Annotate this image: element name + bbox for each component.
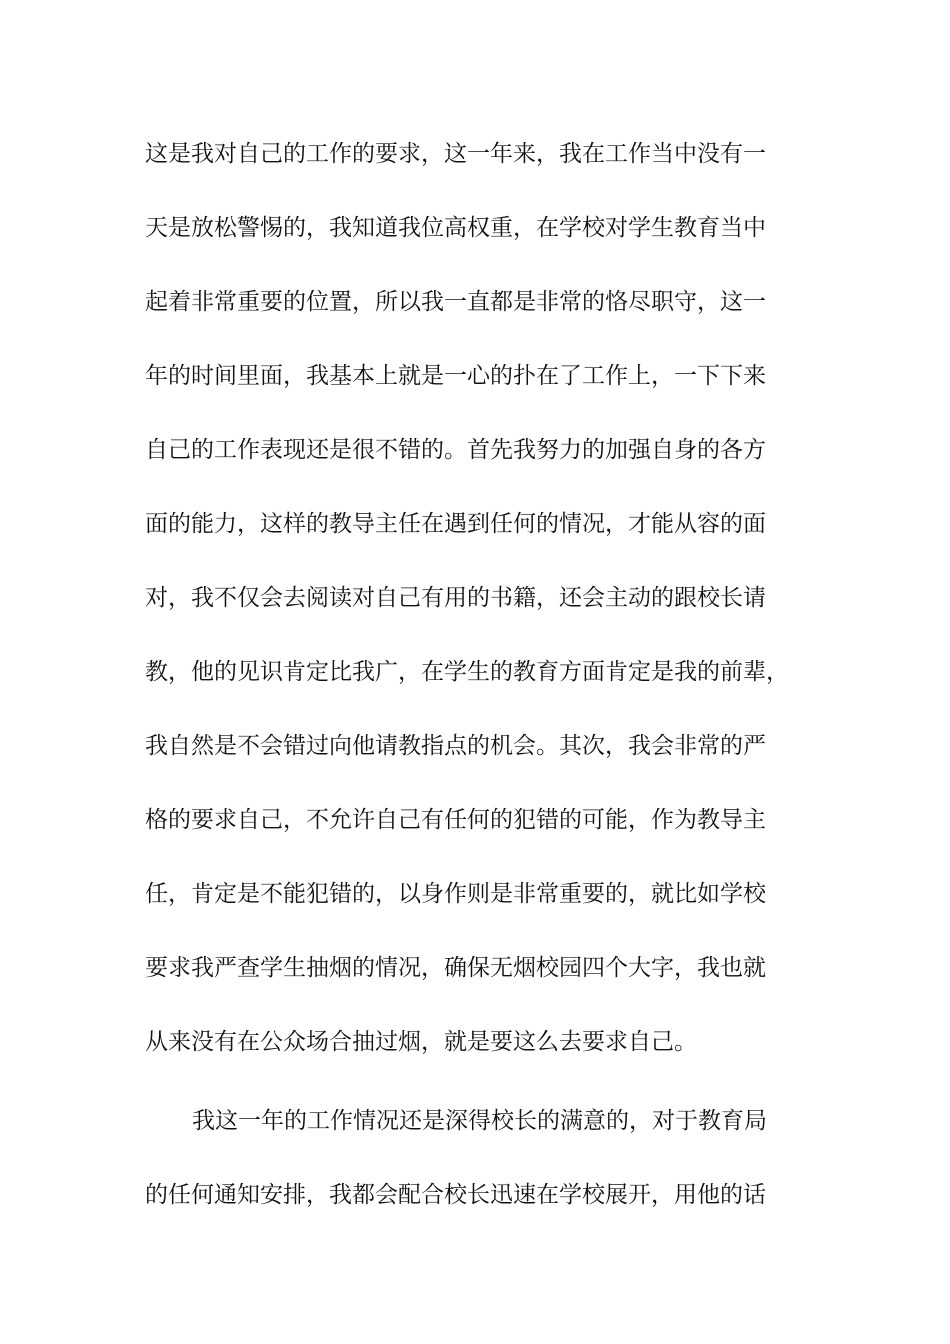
text-line: 起着非常重要的位置，所以我一直都是非常的恪尽职守，这一	[145, 289, 766, 315]
text-line: 要求我严查学生抽烟的情况，确保无烟校园四个大字，我也就	[145, 955, 766, 981]
text-line: 对，我不仅会去阅读对自己有用的书籍，还会主动的跟校长请	[145, 585, 766, 611]
paragraph-first-line: 我这一年的工作情况还是深得校长的满意的，对于教育局	[192, 1108, 767, 1134]
text-line: 自己的工作表现还是很不错的。首先我努力的加强自身的各方	[145, 437, 766, 463]
text-line: 天是放松警惕的，我知道我位高权重，在学校对学生教育当中	[145, 215, 766, 241]
text-line: 的任何通知安排，我都会配合校长迅速在学校展开，用他的话	[145, 1182, 766, 1208]
text-line: 年的时间里面，我基本上就是一心的扑在了工作上，一下下来	[145, 363, 766, 389]
text-line: 教，他的见识肯定比我广，在学生的教育方面肯定是我的前辈，	[145, 659, 789, 685]
text-line: 面的能力，这样的教导主任在遇到任何的情况，才能从容的面	[145, 511, 766, 537]
text-line: 任，肯定是不能犯错的，以身作则是非常重要的，就比如学校	[145, 881, 766, 907]
text-line: 格的要求自己，不允许自己有任何的犯错的可能，作为教导主	[145, 807, 766, 833]
text-line: 这是我对自己的工作的要求，这一年来，我在工作当中没有一	[145, 141, 766, 167]
text-line: 从来没有在公众场合抽过烟，就是要这么去要求自己。	[145, 1029, 697, 1055]
text-line: 我自然是不会错过向他请教指点的机会。其次，我会非常的严	[145, 733, 766, 759]
